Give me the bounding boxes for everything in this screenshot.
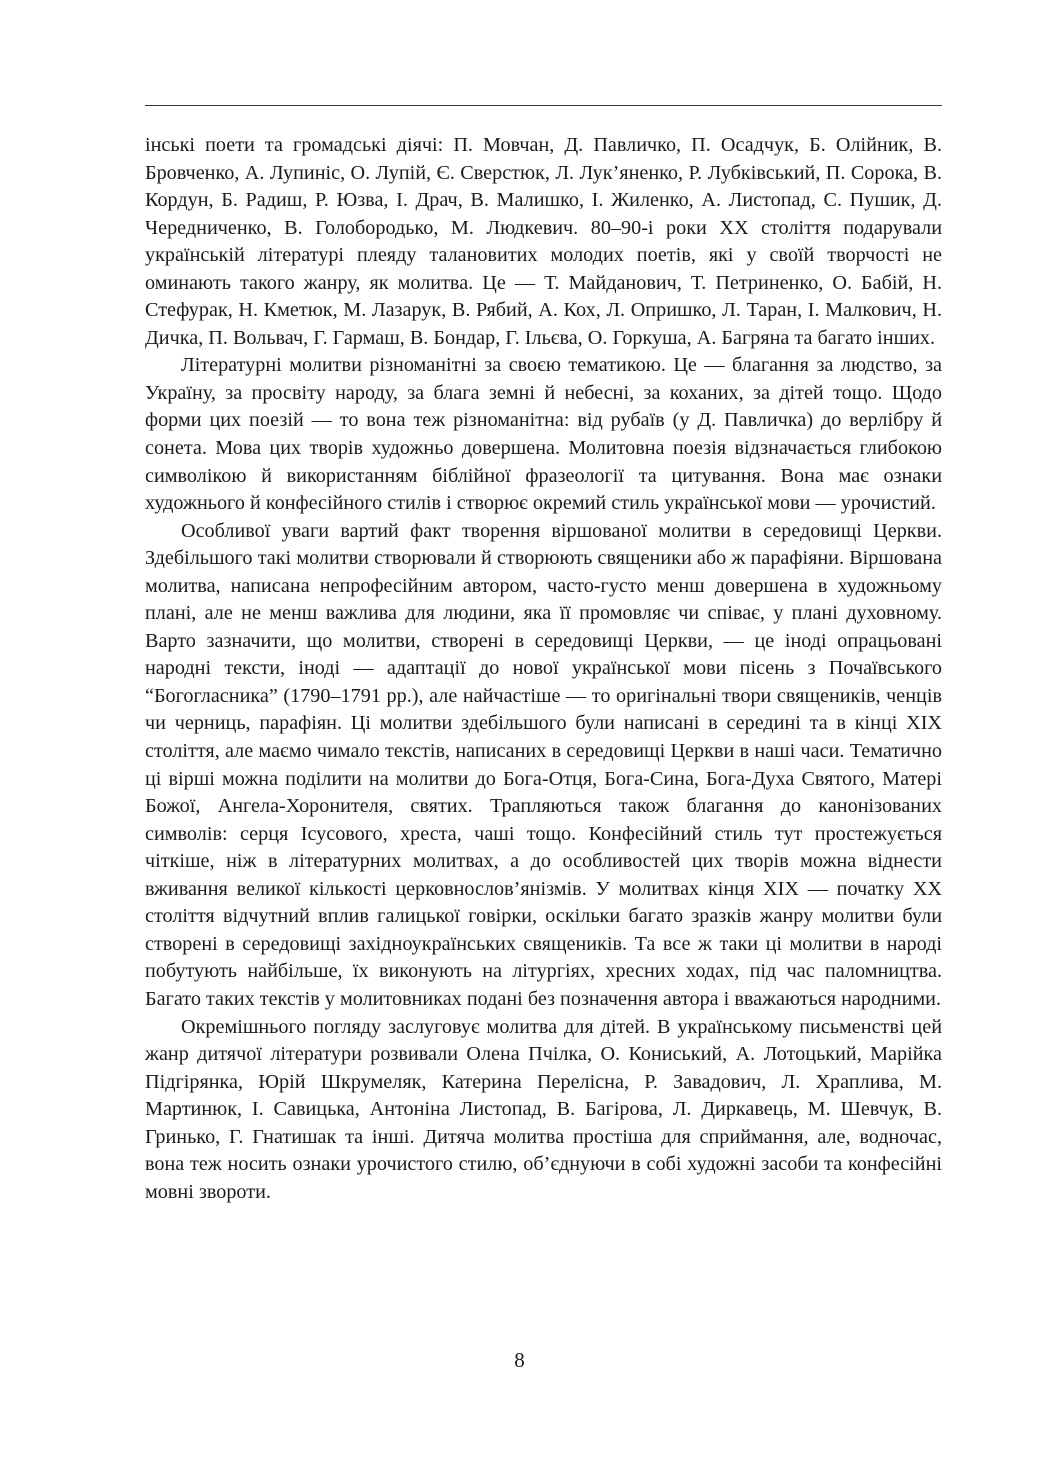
paragraph-literary-prayers: Літературні молитви різноманітні за своєю тематикою. Це — благання за людство, за Україну, за просвіту народу, за блага земні й небесні, за коханих, за дітей тощо. Щодо форми цих поезій — то вона теж різноманітна: від рубаїв (у Д. Павличка) до верлібру й сонета. Мова цих творів художньо довершена. Молитовна поезія відзначається глибокою символікою й використанням біблійної фразеології та цитування. Вона має ознаки художнього й конфесійного стилів і створює окремий стиль української мови — урочистий. — [145, 354, 942, 515]
page-number: 8 — [514, 1348, 525, 1372]
header-rule — [145, 105, 942, 106]
body-text — [145, 132, 942, 1206]
paragraph-church-prayers: Особливої уваги вартий факт творення віршованої молитви в середовищі Церкви. Здебільшого такі молитви створювали й створюють священики або ж парафіяни. Віршована молитва, написана непрофесійним автором, часто-густо менш довершена в художньому плані, але не менш важлива для людини, яка її промовляє чи співає, у плані духовному. Варто зазначити, що молитви, створені в середовищі Церкви, — це іноді опрацьовані народні тексти, іноді — адаптації до нової української мови пісень з Почаївського “Богогласника” (1790–1791 рр.), але найчастіше — то оригінальні твори священиків, ченців чи черниць, парафіян. Ці молитви здебільшого були написані в середині та в кінці XIX століття, але маємо чимало текстів, написаних в середовищі Церкви в наші часи. Тематично ці вірші можна поділити на молитви до Бога-Отця, Бога-Сина, Бога-Духа Святого, Матері Божої, Ангела-Хоронителя, святих. Трапляються також благання до канонізованих символів: серця Ісусового, хреста, чаші тощо. Конфесійний стиль тут простежується чіткіше, ніж в літературних молитвах, а до особливостей цих творів можна віднести вживання великої кількості церковнослов’янізмів. У молитвах кінця XIX — початку XX століття відчутний вплив галицької говірки, оскільки багато зразків жанру молитви були створені в середовищі західноукраїнських священиків. Та все ж таки ці молитви в народі побутують найбільше, їх виконують на літургіях, хресних ходах, під час паломництва. Багато таких текстів у молитовниках подані без позначення автора і вважаються народними. — [145, 519, 942, 1010]
paragraph-continuation: інські поети та громадські діячі: П. Мовчан, Д. Павличко, П. Осадчук, Б. Олійник, В. Бровченко, А. Лупиніс, О. Лупій, Є. Сверстюк, Л. Лук’яненко, Р. Лубківський, П. Сорока, В. Кордун, Б. Радиш, Р. Юзва, І. Драч, В. Малишко, І. Жиленко, А. Листопад, С. Пушик, Д. Чередниченко, В. Голобородько, М. Людкевич. 80–90-і роки XX століття подарували українській літературі плеяду талановитих молодих поетів, які у своїй творчості не оминають такого жанру, як молитва. Це — Т. Майданович, Т. Петриненко, О. Бабій, Н. Стефурак, Н. Кметюк, М. Лазарук, В. Рябий, А. Кох, Л. Опришко, Л. Таран, І. Малкович, Н. Дичка, П. Вольвач, Г. Гармаш, В. Бондар, Г. Ільєва, О. Горкуша, А. Багряна та багато інших. — [145, 134, 942, 349]
paragraph-children-prayers: Окремішнього погляду заслуговує молитва для дітей. В українському письменстві цей жанр дитячої літератури розвивали Олена Пчілка, О. Кониський, А. Лотоцький, Марійка Підгірянка, Юрій Шкрумеляк, Катерина Перелісна, Р. Завадович, Л. Храплива, М. Мартинюк, І. Савицька, Антоніна Листопад, В. Багірова, Л. Диркавець, М. Шевчук, В. Гринько, Г. Гнатишак та інші. Дитяча молитва простіша для сприймання, але, водночас, вона теж носить ознаки урочистого стилю, об’єднуючи в собі художні засоби та конфесійні мовні звороти. — [145, 1015, 942, 1203]
